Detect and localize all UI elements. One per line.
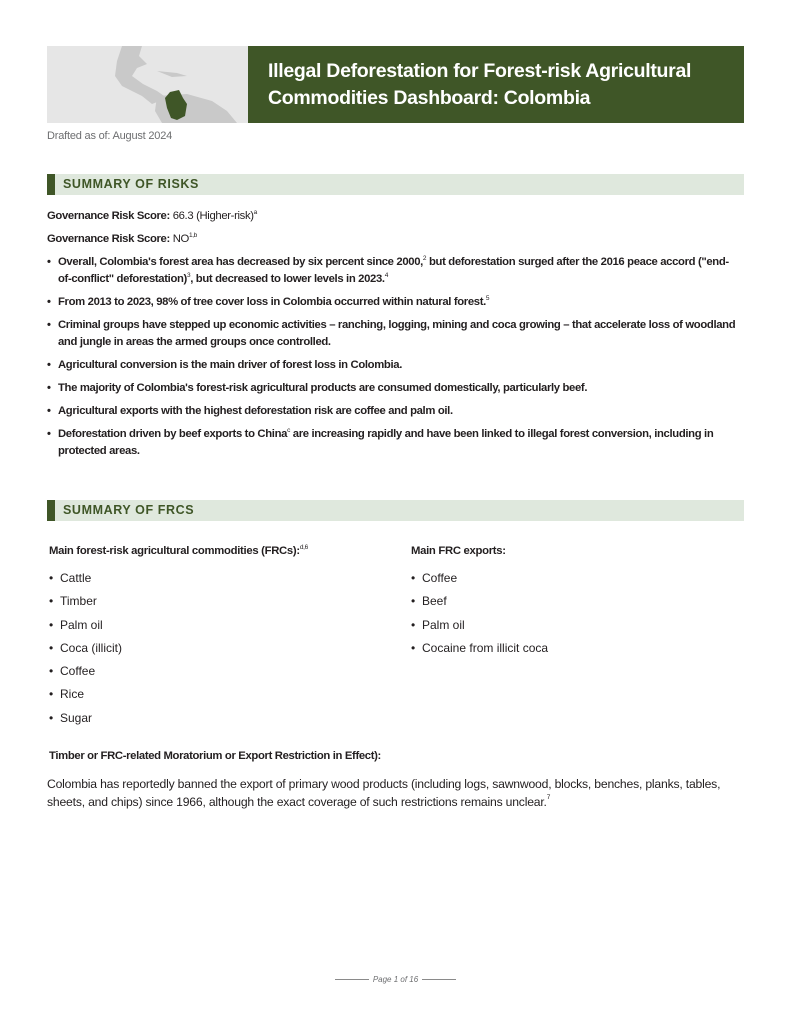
text: Overall, Colombia's forest area has decreased by six percent since 2000, xyxy=(58,256,423,268)
divider xyxy=(335,979,369,980)
list-item: • Timber xyxy=(49,593,308,610)
risks-content xyxy=(47,208,737,466)
footnote: 5 xyxy=(485,295,490,302)
text: Deforestation driven by beef exports to China xyxy=(58,428,288,440)
list-item: • Coffee xyxy=(411,570,548,587)
text: Main forest-risk agricultural commodities (FRCs): xyxy=(49,545,300,557)
risk-bullet: • Criminal groups have stepped up economic activities – ranching, logging, mining and coca growing – that accelerate loss of woodland and jungle in areas the armed groups once controlled. xyxy=(47,317,737,351)
footnote: 4 xyxy=(384,272,388,279)
footnote: a xyxy=(253,209,257,216)
risk-bullet xyxy=(47,426,737,460)
text: but deforestation surged after the 2016 peace accord ("end-of-conflict" deforestation) xyxy=(58,256,729,285)
title-line-1: Illegal Deforestation for Forest-risk Agricultural xyxy=(268,60,692,82)
risk-bullet: • The majority of Colombia's forest-risk agricultural products are consumed domestically, particularly beef. xyxy=(47,380,737,397)
main-frcs-list xyxy=(49,543,308,733)
label: Governance Risk Score: xyxy=(47,210,170,222)
page-number: Page 1 of 16 xyxy=(372,975,419,984)
main-exports-heading: Main FRC exports: xyxy=(411,545,506,557)
footnote: d,6 xyxy=(299,544,308,551)
list-item: • Cocaine from illicit coca xyxy=(411,640,548,657)
drafted-date: Drafted as of: August 2024 xyxy=(47,130,173,142)
colombia-locator-map xyxy=(47,46,248,123)
list-item: • Palm oil xyxy=(411,617,548,634)
page-title xyxy=(248,46,744,123)
header-banner xyxy=(47,46,744,123)
list-item: • Beef xyxy=(411,593,548,610)
moratorium-heading: Timber or FRC-related Moratorium or Export Restriction in Effect): xyxy=(49,750,381,762)
list-item: • Sugar xyxy=(49,710,308,727)
risk-bullet: • Agricultural conversion is the main driver of forest loss in Colombia. xyxy=(47,357,737,374)
text: are increasing rapidly and have been linked to illegal forest conversion, including in protected areas. xyxy=(58,428,714,457)
main-exports-list xyxy=(411,543,548,663)
governance-score-1 xyxy=(47,208,737,225)
risk-bullet: • Agricultural exports with the highest deforestation risk are coffee and palm oil. xyxy=(47,403,737,420)
label: Governance Risk Score: xyxy=(47,233,170,245)
main-frcs-heading xyxy=(49,543,308,560)
list-item: • Cattle xyxy=(49,570,308,587)
title-line-2: Commodities Dashboard: Colombia xyxy=(268,87,591,109)
value: NO xyxy=(169,233,189,245)
risk-bullet xyxy=(47,294,737,311)
footnote: 2 xyxy=(422,255,427,262)
section-header-frcs: SUMMARY OF FRCS xyxy=(47,500,744,521)
divider xyxy=(422,979,456,980)
list-item: • Palm oil xyxy=(49,617,308,634)
list-item: • Coffee xyxy=(49,663,308,680)
moratorium-text xyxy=(47,775,727,811)
list-item: • Rice xyxy=(49,686,308,703)
section-header-risks: SUMMARY OF RISKS xyxy=(47,174,744,195)
value: 66.3 (Higher-risk) xyxy=(169,210,254,222)
text: Colombia has reportedly banned the export of primary wood products (including logs, sawnwood, blocks, benches, planks, tables, sheets, and chips) since 1966, although the exact coverage of such restrictions remains unclear. xyxy=(47,777,721,809)
risk-bullet xyxy=(47,254,737,288)
list-item: • Coca (illicit) xyxy=(49,640,308,657)
footnote: 7 xyxy=(546,794,551,801)
text: From 2013 to 2023, 98% of tree cover loss in Colombia occurred within natural forest. xyxy=(58,296,486,308)
governance-score-2 xyxy=(47,231,737,248)
footnote: 3 xyxy=(186,272,191,279)
footnote: 1,b xyxy=(188,232,197,239)
text: , but decreased to lower levels in 2023. xyxy=(190,273,385,285)
page-footer xyxy=(0,975,791,984)
footnote: c xyxy=(287,427,290,434)
